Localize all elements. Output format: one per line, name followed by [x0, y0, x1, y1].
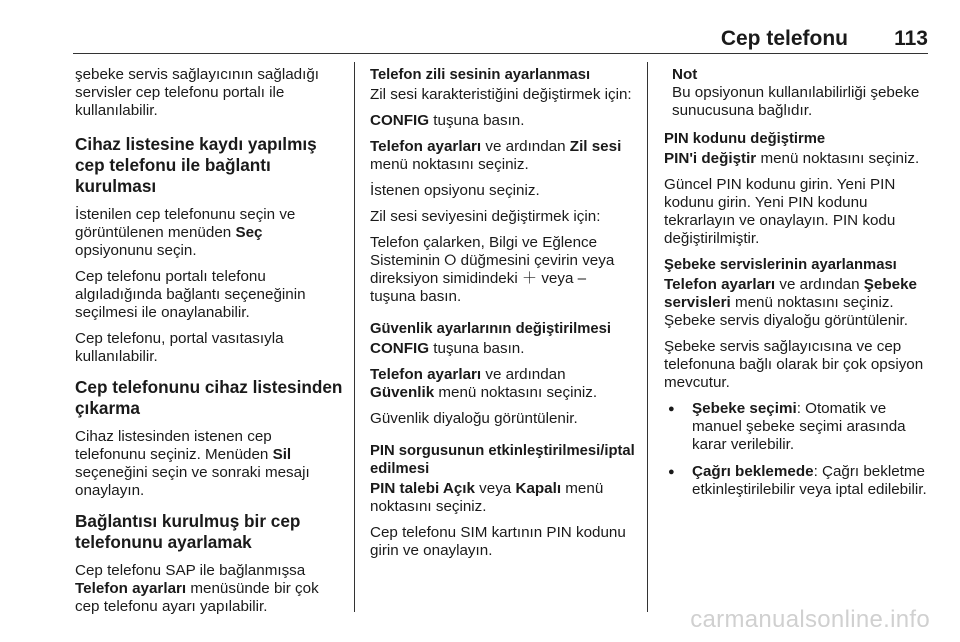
paragraph: Cep telefonu portalı telefonu algıladığında bağlantı seçeneğinin seçilmesi ile onaylanabilir.: [75, 268, 306, 321]
paragraph: Telefon ayarları ve ardından Güvenlik menü noktasını seçiniz.: [370, 366, 598, 401]
list-item: ● Şebeke seçimi: Otomatik ve manuel şebeke seçimi arasında karar verilebilir.: [692, 400, 932, 454]
paragraph: Şebeke servis sağlayıcısına ve cep telefonuna bağlı olarak bir çok opsiyon mevcutur.: [664, 338, 924, 391]
watermark: carmanualsonline.info: [690, 606, 930, 633]
paragraph: İstenen opsiyonu seçiniz.: [370, 182, 540, 199]
paragraph: Güvenlik diyaloğu görüntülenir.: [370, 410, 578, 427]
subsection-heading: PIN kodunu değiştirme: [664, 131, 826, 147]
paragraph: Cep telefonu, portal vasıtasıyla kullanılabilir.: [75, 330, 284, 365]
column-left: [75, 66, 345, 624]
paragraph: Telefon ayarları ve ardından Zil sesi menü noktasını seçiniz.: [370, 138, 622, 173]
paragraph: Zil sesi karakteristiğini değiştirmek için:: [370, 86, 632, 103]
note-title: Not: [672, 66, 698, 83]
page-number: 113: [894, 27, 928, 50]
column-divider: [647, 62, 648, 612]
note-box: [672, 66, 932, 120]
paragraph: Telefon ayarları ve ardından Şebeke servisleri menü noktasını seçiniz. Şebeke servis diyaloğu görüntülenir.: [664, 276, 917, 329]
section-heading: Cep telefonunu cihaz listesinden çıkarma: [75, 377, 343, 418]
bullet-list: [664, 400, 932, 499]
paragraph: PIN'i değiştir menü noktasını seçiniz.: [664, 150, 920, 167]
paragraph: CONFIG tuşuna basın.: [370, 112, 525, 129]
paragraph: PIN talebi Açık veya Kapalı menü noktasını seçiniz.: [370, 480, 604, 515]
subsection-heading: Şebeke servislerinin ayarlanması: [664, 257, 897, 273]
paragraph: CONFIG tuşuna basın.: [370, 340, 525, 357]
paragraph: İstenilen cep telefonunu seçin ve görüntülenen menüden Seç opsiyonunu seçin.: [75, 206, 296, 259]
section-heading: Cihaz listesine kaydı yapılmış cep telefonu ile bağlantı kurulması: [75, 134, 317, 196]
paragraph: Güncel PIN kodunu girin. Yeni PIN kodunu girin. Yeni PIN kodunu tekrarlayın ve onaylayın. PIN kodu değiştirilmiştir.: [664, 176, 896, 247]
paragraph: Cihaz listesinden istenen cep telefonunu seçiniz. Menüden Sil seçeneğini seçin ve sonraki mesajı onaylayın.: [75, 428, 310, 499]
column-middle: [370, 66, 635, 568]
column-divider: [354, 62, 355, 612]
list-item: ● Çağrı beklemede: Çağrı bekletme etkinleştirilebilir veya iptal edilebilir.: [692, 463, 932, 499]
paragraph: Cep telefonu SIM kartının PIN kodunu girin ve onaylayın.: [370, 524, 626, 559]
paragraph: Cep telefonu SAP ile bağlanmışsa Telefon ayarları menüsünde bir çok cep telefonu ayarı yapılabilir.: [75, 562, 319, 615]
subsection-heading: Güvenlik ayarlarının değiştirilmesi: [370, 321, 611, 337]
page-header: [73, 20, 928, 54]
paragraph: şebeke servis sağlayıcının sağladığı servisler cep telefonu portalı ile kullanılabilir.: [75, 66, 319, 119]
paragraph: Telefon çalarken, Bilgi ve Eğlence Sisteminin ⭘ düğmesini çevirin veya direksiyon simidindeki ＋ veya – tuşuna basın.: [370, 234, 615, 305]
subsection-heading: PIN sorgusunun etkinleştirilmesi/iptal edilmesi: [370, 443, 635, 477]
column-right: [664, 66, 932, 508]
page-title: Cep telefonu: [720, 27, 848, 50]
paragraph: Zil sesi seviyesini değiştirmek için:: [370, 208, 601, 225]
subsection-heading: Telefon zili sesinin ayarlanması: [370, 67, 591, 83]
note-text: Bu opsiyonun kullanılabilirliği şebeke sunucusuna bağlıdır.: [672, 84, 920, 119]
section-heading: Bağlantısı kurulmuş bir cep telefonunu ayarlamak: [75, 511, 301, 552]
